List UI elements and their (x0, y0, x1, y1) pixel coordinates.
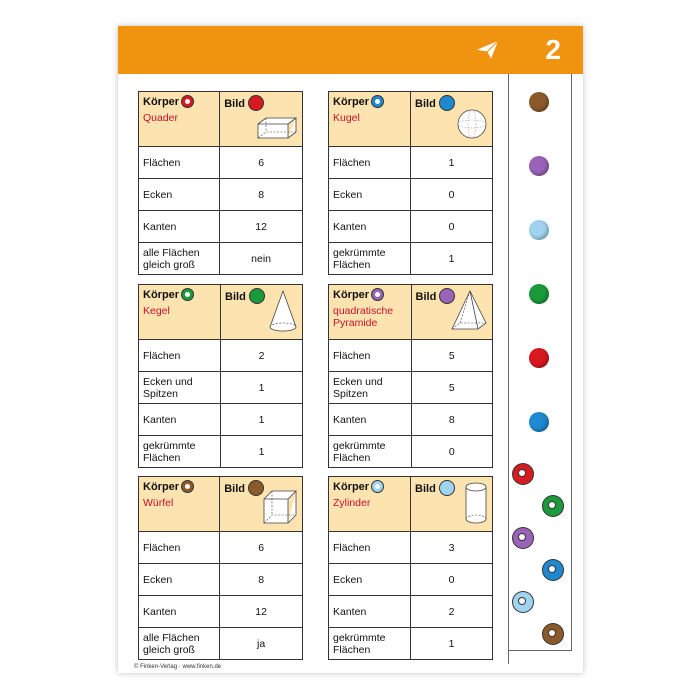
koerper-color-ring-icon (182, 481, 193, 492)
worksheet-card (118, 26, 583, 673)
bild-cell (411, 477, 493, 532)
property-value: 1 (411, 243, 493, 275)
bild-color-dot-icon (440, 96, 454, 110)
bild-label: Bild (224, 98, 245, 110)
koerper-label: Körper (333, 96, 370, 108)
table-wuerfel (138, 476, 303, 660)
property-value: 1 (221, 404, 303, 436)
bild-cell (220, 92, 303, 147)
koerper-color-ring-icon (372, 289, 383, 300)
color-ring-icon[interactable] (513, 592, 533, 612)
koerper-cell (329, 92, 411, 147)
koerper-cell (139, 92, 220, 147)
shape-name: quadratische Pyramide (333, 305, 394, 329)
bild-cell (221, 285, 303, 340)
table-row (329, 340, 493, 372)
property-value: 1 (411, 628, 493, 660)
property-label: Kanten (329, 596, 411, 628)
sphere-shape-icon (456, 108, 488, 143)
property-value: 3 (411, 532, 493, 564)
table-kegel (138, 284, 303, 468)
property-value: 1 (221, 436, 303, 468)
koerper-color-ring-icon (372, 96, 383, 107)
color-ring-icon[interactable] (543, 560, 563, 580)
table-quader (138, 91, 303, 275)
koerper-cell (139, 285, 221, 340)
sidebar-cell (509, 138, 572, 203)
table-row (139, 404, 303, 436)
shape-name: Zylinder (333, 497, 371, 509)
property-value: 12 (220, 596, 303, 628)
footer-text: © Finken-Verlag · www.finken.de (134, 664, 222, 670)
table-row (139, 147, 303, 179)
sidebar-small-cell (509, 554, 572, 587)
property-value: 0 (411, 564, 493, 596)
table-row (139, 596, 303, 628)
property-label: Ecken und Spitzen (329, 372, 412, 404)
table-row (329, 532, 493, 564)
property-label: gekrümmte Flächen (329, 436, 412, 468)
property-value: 2 (221, 340, 303, 372)
table-row (329, 436, 493, 468)
sidebar-small-cell (509, 586, 572, 619)
property-value: 0 (411, 436, 492, 468)
table-row (329, 147, 493, 179)
sidebar-cell (509, 74, 572, 139)
cylinder-shape-icon (464, 481, 488, 528)
property-label: Ecken (329, 564, 411, 596)
property-value: 2 (411, 596, 493, 628)
shape-name: Kugel (333, 112, 360, 124)
table-row (139, 628, 303, 660)
property-label: Kanten (139, 596, 220, 628)
bild-color-dot-icon (440, 481, 454, 495)
table-row (139, 436, 303, 468)
property-label: gekrümmte Flächen (329, 243, 411, 275)
shape-name: Quader (143, 112, 179, 124)
property-label: alle Flächen gleich groß (139, 628, 220, 660)
property-value: 0 (411, 179, 493, 211)
property-label: Kanten (139, 211, 220, 243)
table-zylinder (328, 476, 493, 660)
property-label: Flächen (329, 147, 411, 179)
color-dot-icon[interactable] (529, 156, 549, 176)
table-header-row (139, 477, 303, 532)
table-row (329, 243, 493, 275)
bild-label: Bild (415, 483, 436, 495)
shape-name: Würfel (143, 497, 174, 509)
table-row (139, 564, 303, 596)
property-value: 6 (220, 532, 303, 564)
property-label: Flächen (139, 532, 220, 564)
property-value: 6 (220, 147, 303, 179)
table-row (329, 372, 493, 404)
shape-name: Kegel (143, 305, 170, 317)
table-header-row (329, 92, 493, 147)
color-dot-icon[interactable] (529, 92, 549, 112)
cube-shape-icon (262, 489, 298, 528)
sidebar-cell (509, 330, 572, 395)
table-row (329, 596, 493, 628)
cone-shape-icon (268, 289, 298, 336)
property-label: Flächen (139, 147, 220, 179)
property-label: Ecken (139, 179, 220, 211)
table-row (329, 211, 493, 243)
sidebar-cell (509, 394, 572, 459)
bild-color-dot-icon (250, 289, 264, 303)
bild-cell (220, 477, 303, 532)
sidebar-small-cell (509, 458, 572, 491)
property-label: alle Flächen gleich groß (139, 243, 220, 275)
color-dot-icon[interactable] (529, 348, 549, 368)
answer-sidebar (508, 74, 584, 664)
color-dot-icon[interactable] (529, 220, 549, 240)
color-ring-icon[interactable] (513, 464, 533, 484)
koerper-color-ring-icon (372, 481, 383, 492)
color-ring-icon[interactable] (543, 496, 563, 516)
table-header-row (139, 285, 303, 340)
koerper-cell (139, 477, 220, 532)
property-label: Kanten (329, 211, 411, 243)
table-kugel (328, 91, 493, 275)
koerper-color-ring-icon (182, 289, 193, 300)
table-row (139, 211, 303, 243)
property-label: Kanten (139, 404, 221, 436)
box-shape-icon (256, 116, 298, 143)
header-bar (118, 26, 583, 74)
pyramid-shape-icon (450, 289, 488, 336)
property-value: 5 (411, 372, 492, 404)
property-value: 1 (411, 147, 493, 179)
bild-cell (411, 285, 492, 340)
property-label: Kanten (329, 404, 412, 436)
sidebar-cell (509, 266, 572, 331)
property-label: Ecken (329, 179, 411, 211)
koerper-label: Körper (143, 96, 180, 108)
table-row (139, 243, 303, 275)
paper-plane-icon (474, 38, 500, 62)
property-label: Flächen (329, 532, 411, 564)
property-label: Flächen (329, 340, 412, 372)
property-value: nein (220, 243, 303, 275)
color-dot-icon[interactable] (529, 284, 549, 304)
property-value: 5 (411, 340, 492, 372)
property-label: Ecken und Spitzen (139, 372, 221, 404)
table-row (329, 179, 493, 211)
koerper-color-ring-icon (182, 96, 193, 107)
property-label: Flächen (139, 340, 221, 372)
table-row (139, 179, 303, 211)
color-ring-icon[interactable] (543, 624, 563, 644)
table-row (139, 532, 303, 564)
sidebar-small-cell (509, 522, 572, 555)
table-header-row (329, 477, 493, 532)
table-row (329, 628, 493, 660)
table-row (139, 372, 303, 404)
property-label: gekrümmte Flächen (329, 628, 411, 660)
sidebar-small-cell (509, 490, 572, 523)
koerper-cell (329, 285, 412, 340)
bild-label: Bild (224, 483, 245, 495)
table-row (139, 340, 303, 372)
property-value: 8 (220, 564, 303, 596)
property-value: 8 (411, 404, 492, 436)
sidebar-small-cell (509, 618, 572, 651)
bild-color-dot-icon (249, 96, 263, 110)
color-ring-icon[interactable] (513, 528, 533, 548)
property-label: gekrümmte Flächen (139, 436, 221, 468)
sidebar-cell (509, 202, 572, 267)
table-header-row (139, 92, 303, 147)
bild-label: Bild (225, 291, 246, 303)
koerper-label: Körper (143, 481, 180, 493)
bild-label: Bild (415, 291, 437, 303)
page-number: 2 (545, 34, 561, 65)
koerper-label: Körper (333, 481, 370, 493)
bild-label: Bild (415, 98, 436, 110)
property-value: 12 (220, 211, 303, 243)
property-value: 8 (220, 179, 303, 211)
property-value: ja (220, 628, 303, 660)
bild-color-dot-icon (249, 481, 263, 495)
property-value: 1 (221, 372, 303, 404)
property-value: 0 (411, 211, 493, 243)
color-dot-icon[interactable] (529, 412, 549, 432)
table-pyramide (328, 284, 493, 468)
koerper-cell (329, 477, 411, 532)
table-row (329, 564, 493, 596)
koerper-label: Körper (333, 289, 370, 301)
table-row (329, 404, 493, 436)
bild-cell (411, 92, 493, 147)
property-label: Ecken (139, 564, 220, 596)
koerper-label: Körper (143, 289, 180, 301)
table-header-row (329, 285, 493, 340)
